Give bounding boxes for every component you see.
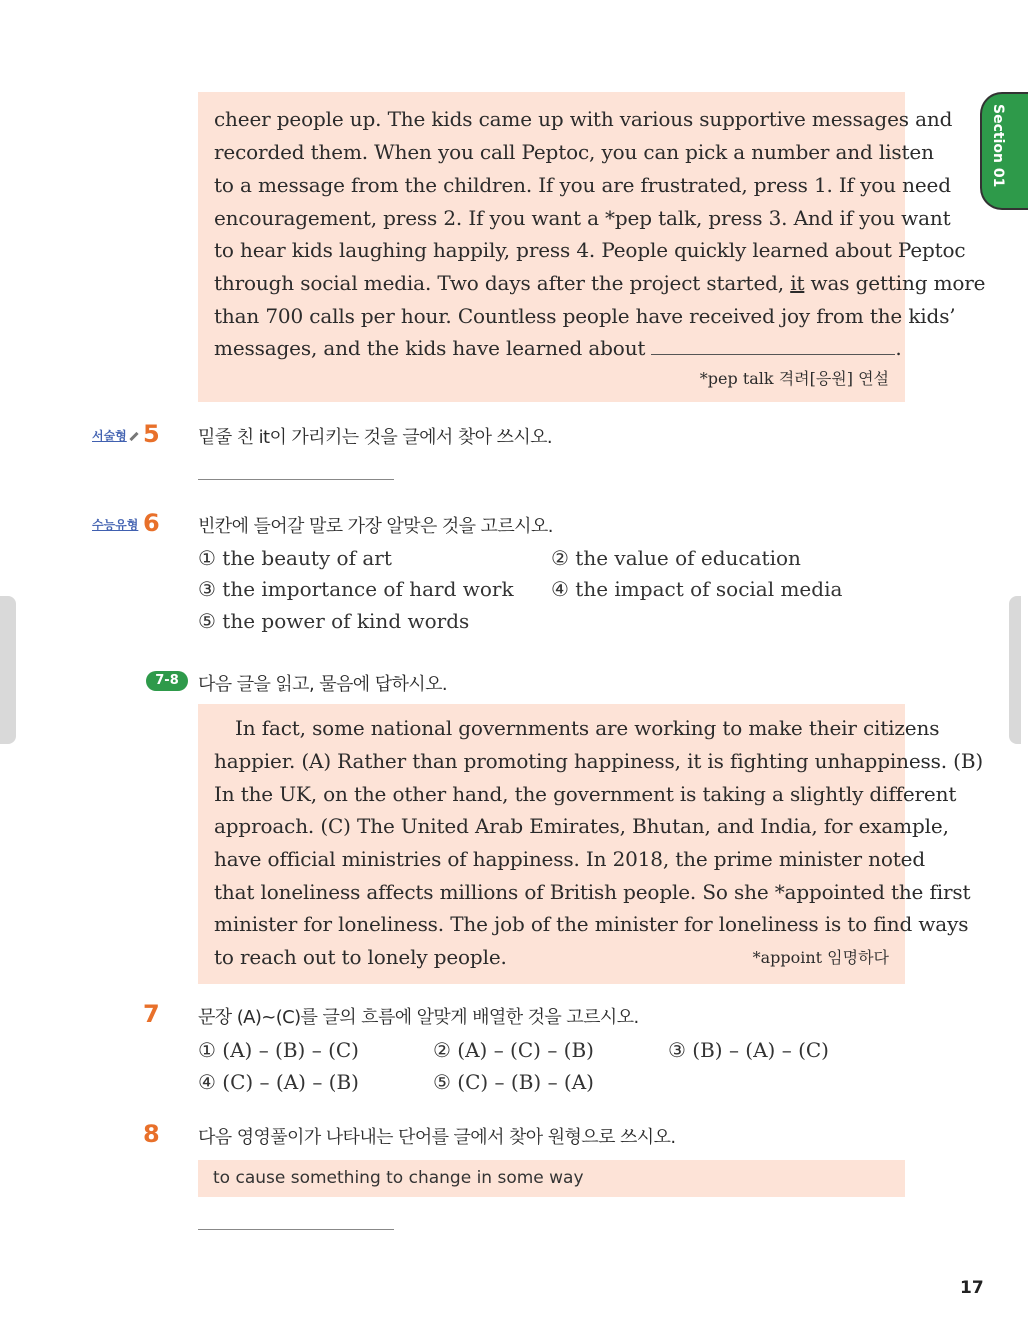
passage-1-line: cheer people up. The kids came up with various supportive messages and [214, 107, 953, 131]
answer-option[interactable]: ④ the impact of social media [551, 577, 843, 601]
answer-option[interactable]: ④ (C) – (A) – (B) [198, 1070, 359, 1094]
question-number: 8 [143, 1120, 160, 1148]
passage-1-line: to hear kids laughing happily, press 4. People quickly learned about Peptoc [214, 238, 966, 262]
question-text: 문장 (A)~(C)를 글의 흐름에 알맞게 배열한 것을 고르시오. [198, 1007, 639, 1028]
passage-1-line: to a message from the children. If you are frustrated, press 1. If you need [214, 173, 951, 197]
footnote-gloss: *pep talk 격려[응원] 연설 [699, 369, 889, 388]
answer-line[interactable] [198, 479, 394, 480]
text-segment: was getting more [804, 271, 986, 295]
answer-option[interactable]: ⑤ the power of kind words [198, 609, 470, 633]
answer-blank [651, 332, 895, 355]
question-range-badge: 7-8 [146, 671, 188, 691]
answer-option[interactable]: ② (A) – (C) – (B) [433, 1038, 594, 1062]
passage-2-line: that loneliness affects millions of British people. So she *appointed the first [214, 880, 971, 904]
question-number: 6 [143, 509, 160, 537]
passage-1-line [214, 332, 902, 365]
right-page-edge [1009, 596, 1021, 744]
question-text: 다음 영영풀이가 나타내는 단어를 글에서 찾아 원형으로 쓰시오. [198, 1127, 676, 1148]
passage-1-line [214, 267, 986, 300]
answer-option[interactable]: ② the value of education [551, 546, 801, 570]
answer-option[interactable]: ① (A) – (B) – (C) [198, 1038, 359, 1062]
answer-option[interactable]: ⑤ (C) – (B) – (A) [433, 1070, 594, 1094]
passage-2-line: have official ministries of happiness. In 2018, the prime minister noted [214, 847, 926, 871]
question-number: 5 [143, 420, 160, 448]
passage-2-line: In fact, some national governments are working to make their citizens [235, 716, 940, 740]
text-segment: messages, and the kids have learned about [214, 336, 646, 360]
question-type-tag: 수능유형 [92, 518, 139, 532]
passage-2-line: In the UK, on the other hand, the government is taking a slightly different [214, 782, 957, 806]
question-text: 밑줄 친 it이 가리키는 것을 글에서 찾아 쓰시오. [198, 427, 553, 448]
passage-1-line: recorded them. When you call Peptoc, you can pick a number and listen [214, 140, 934, 164]
underlined-it: it [790, 271, 805, 295]
text-segment: . [895, 336, 902, 360]
question-number: 7 [143, 1000, 160, 1028]
passage-2 [198, 704, 984, 984]
passage-2-line: to reach out to lonely people. [214, 945, 507, 969]
question-type-tag [92, 427, 139, 444]
definition-box: to cause something to change in some way [198, 1160, 905, 1197]
page-number: 17 [960, 1278, 984, 1298]
pencil-icon [129, 432, 138, 441]
tag-label: 서술형 [92, 429, 127, 443]
passage-2-line: minister for loneliness. The job of the minister for loneliness is to find ways [214, 912, 969, 936]
answer-option[interactable]: ③ the importance of hard work [198, 577, 514, 601]
set-instruction: 다음 글을 읽고, 물음에 답하시오. [198, 674, 447, 695]
answer-option[interactable]: ① the beauty of art [198, 546, 392, 570]
text-segment: through social media. Two days after the project started, [214, 271, 791, 295]
section-tab-label: Section 01 [990, 104, 1006, 188]
passage-1 [198, 92, 986, 402]
question-text: 빈칸에 들어갈 말로 가장 알맞은 것을 고르시오. [198, 516, 553, 537]
answer-line[interactable] [198, 1229, 394, 1230]
passage-2-line: approach. (C) The United Arab Emirates, Bhutan, and India, for example, [214, 814, 949, 838]
passage-2-line: happier. (A) Rather than promoting happiness, it is fighting unhappiness. (B) [214, 749, 984, 773]
answer-option[interactable]: ③ (B) – (A) – (C) [668, 1038, 829, 1062]
passage-1-line: encouragement, press 2. If you want a *pep talk, press 3. And if you want [214, 206, 951, 230]
passage-1-line: than 700 calls per hour. Countless people have received joy from the kids’ [214, 304, 956, 328]
footnote-gloss: *appoint 임명하다 [752, 948, 889, 967]
section-tab [980, 92, 1028, 210]
left-page-edge [0, 596, 16, 744]
